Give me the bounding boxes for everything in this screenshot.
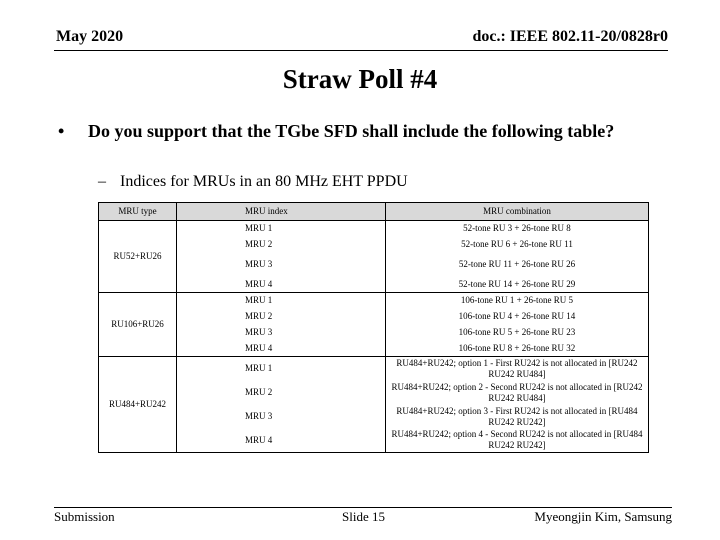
footer-slide-number: Slide 15 [342, 509, 385, 524]
sub-bullet-marker: – [98, 173, 106, 190]
table-row [99, 341, 649, 357]
cell-mru-combination: RU484+RU242; option 4 - Second RU242 is not allocated in [RU484 RU242 RU242] [385, 429, 648, 453]
header-divider [54, 50, 668, 51]
table-header-row [99, 203, 649, 221]
table-row [99, 325, 649, 341]
header-mru-type: MRU type [99, 203, 177, 221]
cell-mru-combination: 52-tone RU 6 + 26-tone RU 11 [385, 237, 648, 253]
cell-mru-index: MRU 4 [176, 277, 385, 293]
header-mru-index: MRU index [176, 203, 385, 221]
cell-mru-index: MRU 2 [244, 387, 273, 397]
table-row [99, 309, 649, 325]
table-row [99, 381, 649, 405]
cell-mru-type: RU484+RU242 [99, 357, 177, 453]
table-row [99, 405, 649, 429]
table-row [99, 429, 649, 453]
cell-mru-combination: RU484+RU242; option 1 - First RU242 is not allocated in [RU242 RU242 RU484] [385, 357, 648, 381]
header-mru-combination: MRU combination [385, 203, 648, 221]
table-row [99, 293, 649, 309]
slide-title: Straw Poll #4 [282, 64, 438, 94]
table-row [99, 237, 649, 253]
table-row [99, 277, 649, 293]
cell-mru-index: MRU 1 [244, 363, 273, 374]
cell-mru-combination: 106-tone RU 5 + 26-tone RU 23 [385, 325, 648, 341]
cell-mru-combination: RU484+RU242; option 2 - Second RU242 is not allocated in [RU242 RU242 RU484] [385, 381, 648, 405]
sub-bullet-text: Indices for MRUs in an 80 MHz EHT PPDU [120, 173, 408, 190]
cell-mru-combination: 106-tone RU 1 + 26-tone RU 5 [385, 293, 648, 309]
cell-mru-combination: 52-tone RU 11 + 26-tone RU 26 [385, 253, 648, 277]
table-row [99, 221, 649, 237]
cell-mru-combination: RU484+RU242; option 3 - First RU242 is not allocated in [RU484 RU242 RU242] [385, 405, 648, 429]
bullet-text: Do you support that the TGbe SFD shall include the following table? [88, 121, 615, 141]
cell-mru-combination: 52-tone RU 3 + 26-tone RU 8 [385, 221, 648, 237]
table-row [99, 253, 649, 277]
cell-mru-index: MRU 1 [244, 295, 273, 306]
table-row [99, 357, 649, 381]
cell-mru-combination: 106-tone RU 8 + 26-tone RU 32 [385, 341, 648, 357]
cell-mru-combination: 52-tone RU 14 + 26-tone RU 29 [385, 277, 648, 293]
footer-author: Myeongjin Kim, Samsung [534, 509, 672, 524]
header-date: May 2020 [56, 28, 124, 45]
mru-index-table [98, 202, 649, 453]
cell-mru-index: MRU 4 [176, 341, 385, 357]
footer-submission: Submission [54, 509, 115, 524]
cell-mru-type: RU106+RU26 [99, 293, 177, 357]
bullet-marker: • [58, 121, 65, 141]
cell-mru-type: RU52+RU26 [99, 221, 177, 293]
cell-mru-index: MRU 2 [244, 311, 273, 321]
cell-mru-index: MRU 3 [244, 411, 273, 421]
footer-divider [54, 507, 672, 508]
cell-mru-index: MRU 2 [244, 239, 273, 249]
cell-mru-combination: 106-tone RU 4 + 26-tone RU 14 [385, 309, 648, 325]
cell-mru-index: MRU 1 [244, 223, 273, 234]
header-doc-id: doc.: IEEE 802.11-20/0828r0 [472, 28, 668, 45]
cell-mru-index: MRU 4 [176, 429, 385, 453]
cell-mru-index: MRU 3 [244, 259, 273, 269]
cell-mru-index: MRU 3 [244, 327, 273, 337]
table-body [99, 221, 649, 453]
